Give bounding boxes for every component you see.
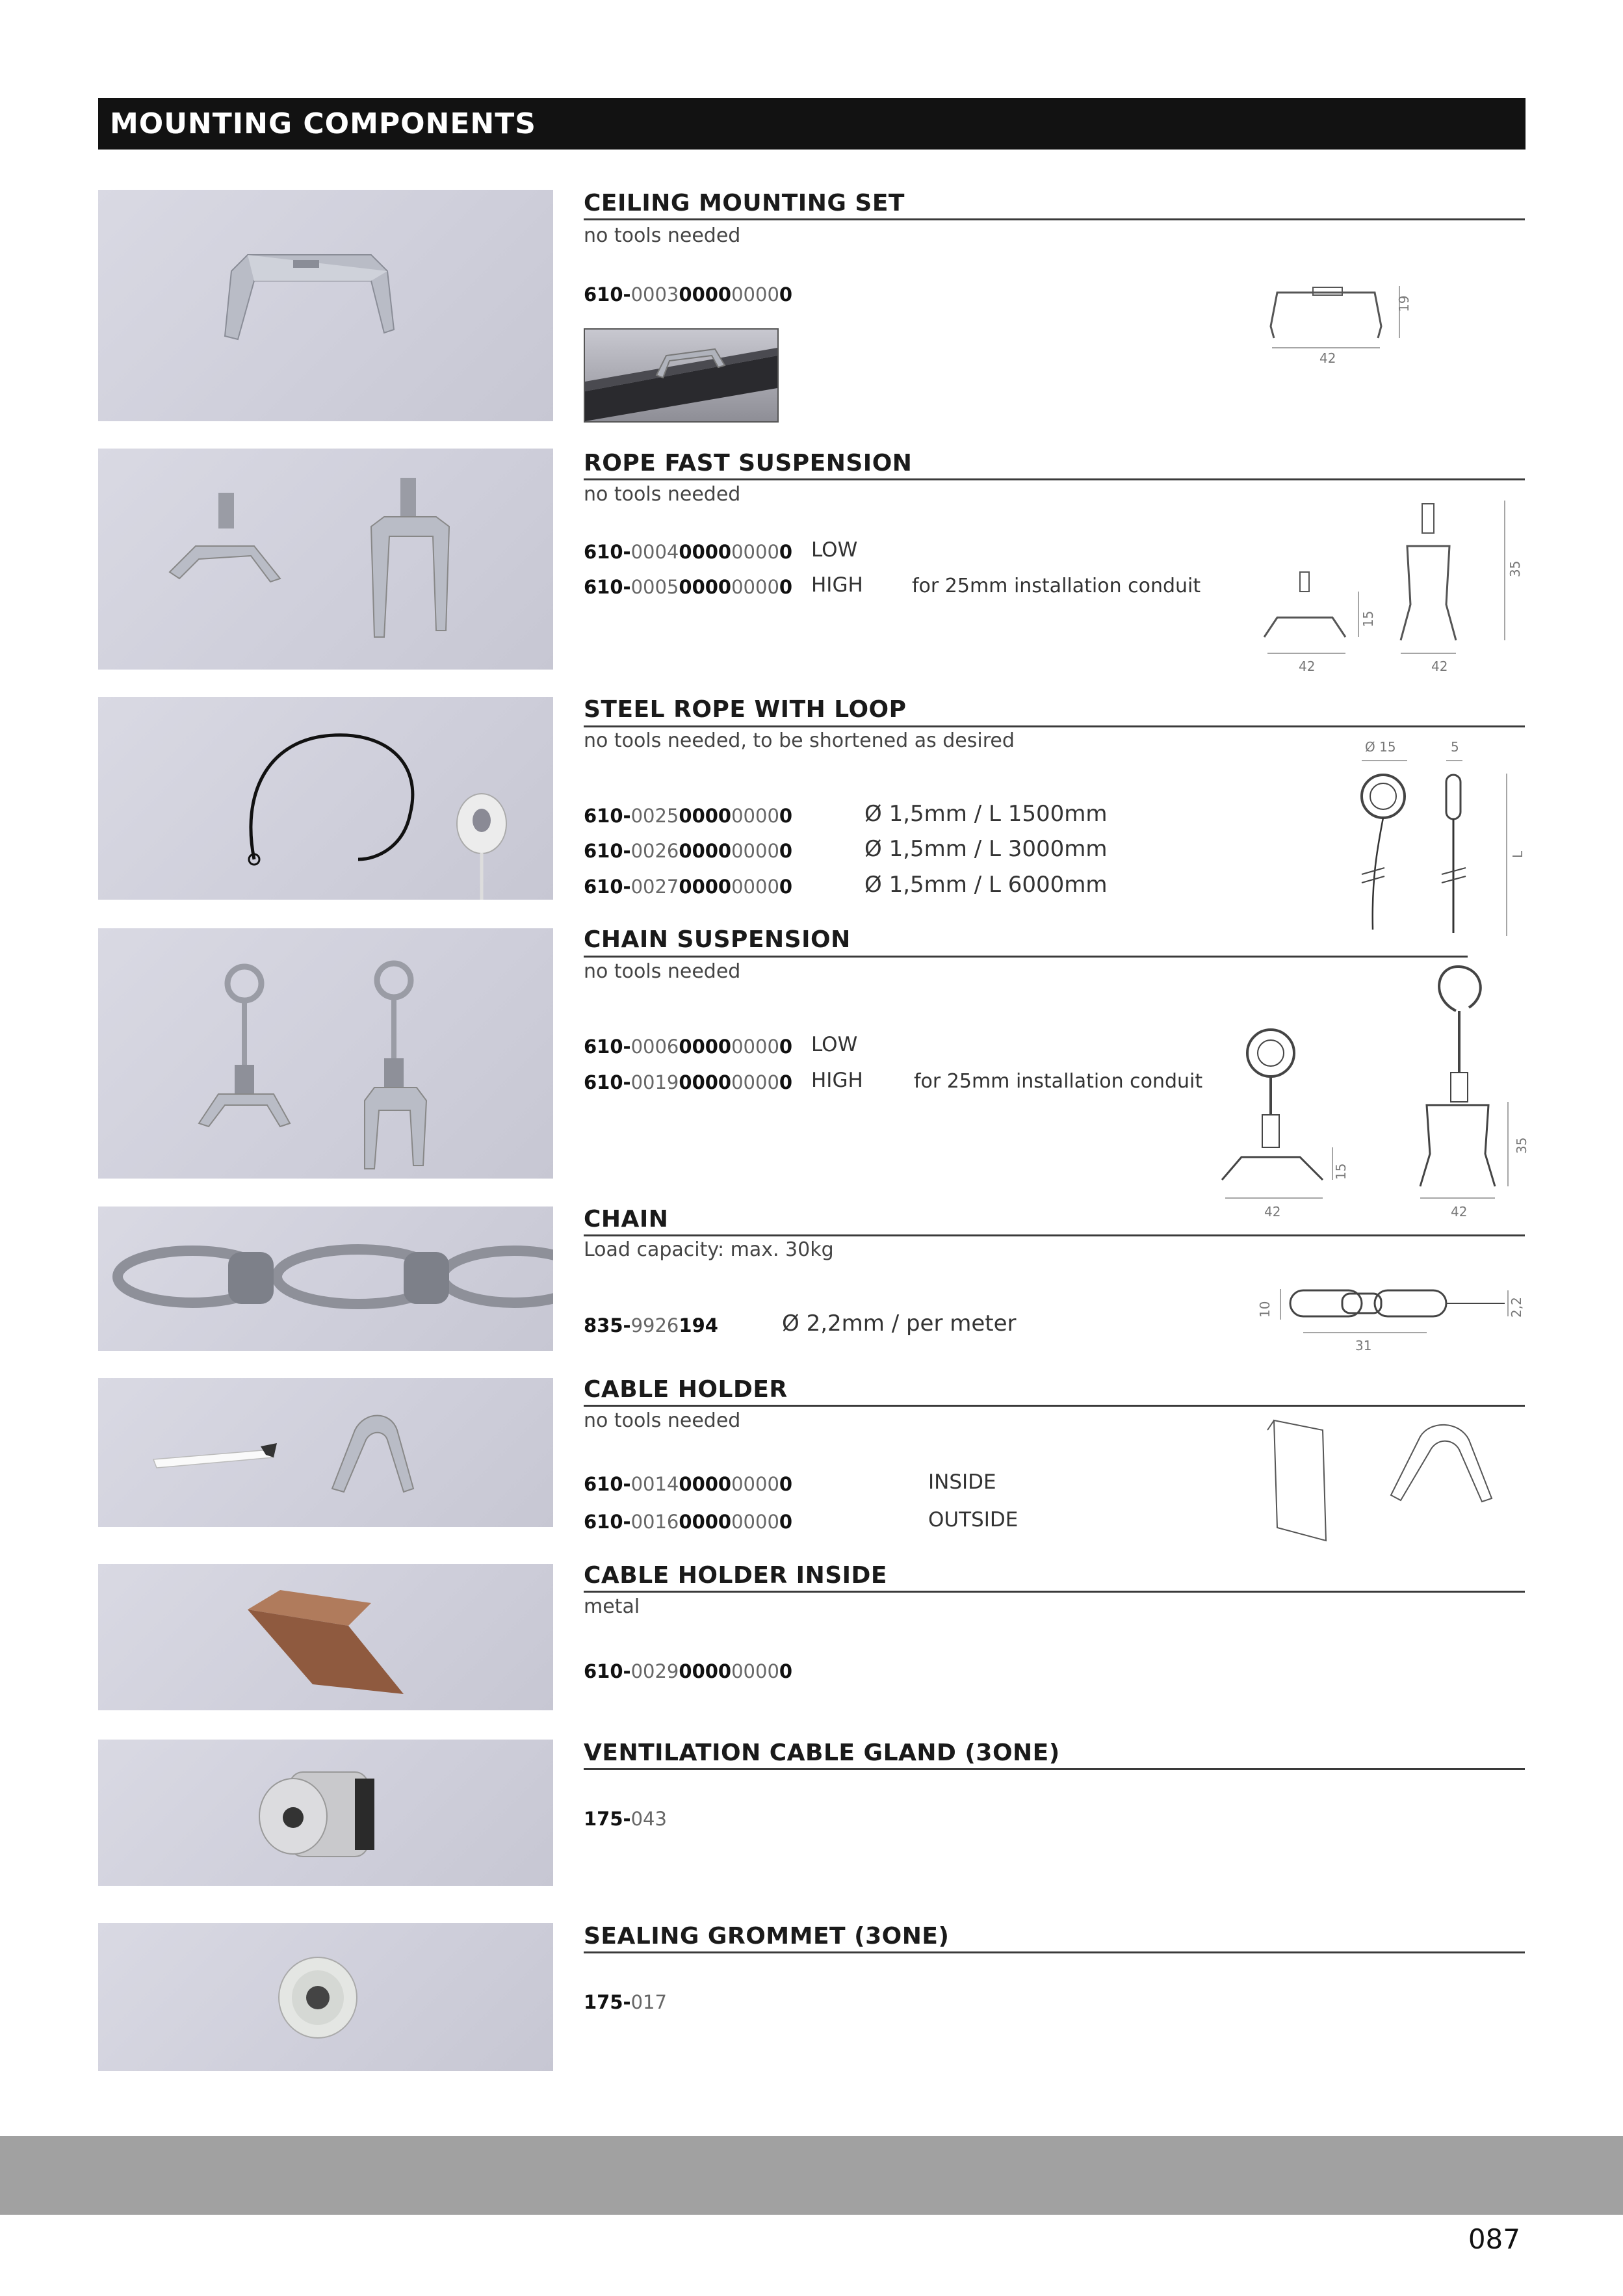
product-title: CHAIN: [584, 1206, 669, 1233]
product-subtitle: no tools needed: [584, 483, 741, 506]
spec-label: Ø 1,5mm / L 3000mm: [864, 836, 1108, 862]
title-rule: [584, 725, 1525, 727]
title-rule: [584, 1951, 1525, 1953]
section-title: MOUNTING COMPONENTS: [110, 107, 536, 140]
spec-label: Ø 1,5mm / L 1500mm: [864, 801, 1108, 827]
ceiling-mounting-set-drawing: [1264, 280, 1420, 371]
chain-photo: [98, 1207, 553, 1351]
cable-holder-drawing: [1264, 1411, 1511, 1547]
svg-text:42: 42: [1431, 659, 1448, 674]
section-header: [98, 98, 1526, 150]
variant-label: HIGH: [811, 573, 863, 597]
svg-text:42: 42: [1451, 1204, 1468, 1220]
title-rule: [584, 956, 1468, 958]
variant-label: INSIDE: [928, 1470, 996, 1494]
page-number: 087: [1468, 2223, 1520, 2255]
sealing-grommet-photo: [98, 1923, 553, 2071]
title-rule: [584, 218, 1525, 220]
svg-text:19: 19: [1396, 295, 1412, 312]
svg-text:2,2: 2,2: [1509, 1297, 1524, 1318]
spec-label: Ø 2,2mm / per meter: [782, 1311, 1017, 1337]
svg-text:42: 42: [1264, 1204, 1281, 1220]
article-code: 835-9926194: [584, 1314, 718, 1337]
product-title: VENTILATION CABLE GLAND (3ONE): [584, 1740, 1060, 1766]
title-rule: [584, 1405, 1525, 1407]
rope-fast-suspension-photo: [98, 449, 553, 670]
chain-drawing: [1251, 1277, 1531, 1355]
title-rule: [584, 1234, 1525, 1236]
product-title: CEILING MOUNTING SET: [584, 190, 905, 216]
svg-text:15: 15: [1333, 1163, 1349, 1180]
svg-text:10: 10: [1257, 1301, 1273, 1318]
variant-label: LOW: [811, 538, 858, 562]
title-rule: [584, 1591, 1525, 1593]
variant-note: for 25mm installation conduit: [914, 1070, 1203, 1093]
cable-holder-photo: [98, 1378, 553, 1527]
cable-holder-inside-photo: [98, 1564, 553, 1710]
article-code: 175-043: [584, 1808, 667, 1830]
svg-text:Ø 15: Ø 15: [1365, 739, 1396, 755]
product-subtitle: no tools needed: [584, 1409, 741, 1432]
rope-fast-suspension-drawing: [1254, 494, 1527, 676]
svg-text:15: 15: [1360, 610, 1376, 627]
svg-text:5: 5: [1451, 739, 1459, 755]
product-title: STEEL ROPE WITH LOOP: [584, 696, 907, 723]
article-code: 610-0005000000000: [584, 576, 793, 598]
steel-rope-drawing: [1345, 735, 1534, 943]
product-subtitle: no tools needed, to be shortened as desired: [584, 729, 1015, 752]
ceiling-mounting-set-photo: [98, 190, 553, 421]
svg-text:35: 35: [1514, 1137, 1529, 1154]
spec-label: Ø 1,5mm / L 6000mm: [864, 872, 1108, 898]
product-title: SEALING GROMMET (3ONE): [584, 1923, 950, 1950]
variant-label: LOW: [811, 1033, 858, 1056]
article-code: 610-0016000000000: [584, 1511, 793, 1533]
svg-text:L: L: [1510, 850, 1526, 858]
article-code: 610-0027000000000: [584, 876, 793, 898]
variant-label: HIGH: [811, 1069, 863, 1092]
article-code: 610-0026000000000: [584, 840, 793, 862]
ventilation-cable-gland-photo: [98, 1740, 553, 1886]
svg-text:42: 42: [1319, 350, 1336, 366]
title-rule: [584, 1768, 1525, 1770]
article-code: 610-0019000000000: [584, 1071, 793, 1093]
chain-suspension-drawing: [1215, 959, 1534, 1232]
variant-note: for 25mm installation conduit: [912, 575, 1201, 597]
article-code: 610-0006000000000: [584, 1036, 793, 1058]
steel-rope-photo: [98, 697, 553, 900]
product-title: CABLE HOLDER: [584, 1376, 788, 1403]
article-code: 610-0004000000000: [584, 541, 793, 563]
variant-label: OUTSIDE: [928, 1508, 1019, 1532]
product-title: CABLE HOLDER INSIDE: [584, 1562, 888, 1589]
article-code: 175-017: [584, 1991, 667, 2013]
chain-suspension-photo: [98, 928, 553, 1179]
product-subtitle: Load capacity: max. 30kg: [584, 1238, 834, 1261]
footer-band: [0, 2136, 1623, 2215]
product-subtitle: metal: [584, 1595, 640, 1618]
svg-text:42: 42: [1299, 659, 1316, 674]
svg-text:35: 35: [1507, 560, 1523, 577]
title-rule: [584, 478, 1525, 480]
article-code: 610-0014000000000: [584, 1473, 793, 1495]
product-title: ROPE FAST SUSPENSION: [584, 450, 913, 476]
svg-text:31: 31: [1355, 1338, 1372, 1353]
article-code: 610-0025000000000: [584, 805, 793, 827]
article-code: 610-0029000000000: [584, 1660, 793, 1682]
article-code: 610-0003000000000: [584, 283, 793, 306]
installation-thumbnail: [584, 328, 779, 423]
product-subtitle: no tools needed: [584, 960, 741, 983]
product-subtitle: no tools needed: [584, 224, 741, 247]
product-title: CHAIN SUSPENSION: [584, 926, 851, 953]
